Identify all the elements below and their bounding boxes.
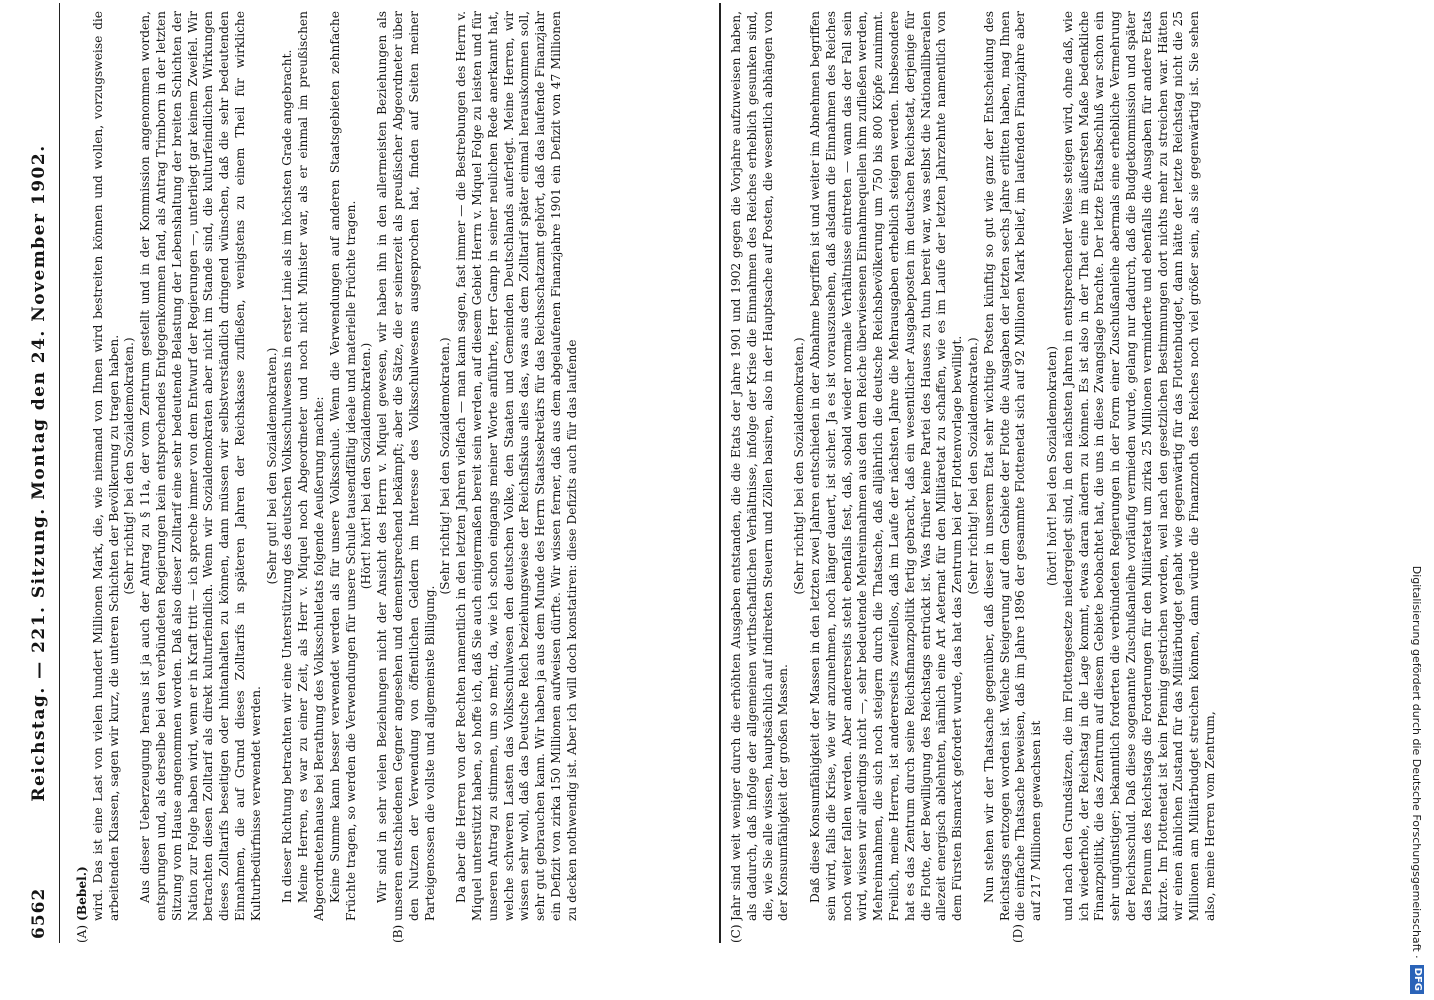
page-number: 6562: [29, 887, 49, 939]
interjection: (Sehr gut! bei den Sozialdemokraten.): [264, 347, 279, 585]
interjection: (Hört! hört! bei den Sozialdemokraten.): [359, 342, 374, 590]
rotated-document: [0, 3, 1399, 943]
paragraph: und nach den Grundsätzen, die im Flottengesetze niedergelegt sind, in den nächsten Jahren in entsprechender Weise steigen wird, ohne daß, wie ich wiederhole, der Reichstag in die Lage kommt, etwas daran ändern zu können. Es ist also in der That eine im äußersten Maße bedenkliche Finanzpolitik, die das Zentrum auf diesem Gebiete beobachtet hat, die uns in diese Zwangslage brachte. Der letzte Etatsabschluß war schon ein sehr ungünstiger; bekanntlich forderten die verbündeten Regierungen in der Form einer Zuschußanleihe abermals eine erhebliche Vermehrung der Reichsschuld. Daß diese sogenannte Zuschußanleihe vorläufig vermieden wurde, gelang nur dadurch, daß die Budgetkommission und später das Plenum des Reichstags die Forderungen für den Militäretat um zirka 25 Millionen verminderte und ebenfalls die Ausgaben für andere Etats kürzte. Im Flottenetat ist kein Pfennig gestrichen worden, weil nach den gesetzlichen Bestimmungen dort nichts mehr zu streichen war. Hätten wir einen ähnlichen Zustand für das Militärbudget gehabt wie gegenwärtig für das Flottenbudget, dann hätte der letzte Reichstag nicht die 25 Millionen am Militärbudget streichen können, dann würde die Finanznoth des Reiches noch viel größer sein, als sie gegenwärtig ist. Sie sehen also, meine Herren vom Zentrum,: [1060, 11, 1217, 921]
margin-marker-a: (A): [75, 924, 89, 943]
page-title: Reichstag. — 221. Sitzung. Montag den 24. November 1902.: [29, 144, 49, 802]
paragraph: In dieser Richtung betrachten wir eine Unterstützung des deutschen Volksschulwesens in erster Linie als im höchsten Grade angebracht.: [280, 49, 295, 903]
quotation: Keine Summe kann besser verwendet werden als für unsere Volksschule. Wenn die Verwendungen auf anderen Staatsgebieten zehnfache Früchte tragen, so werden die Verwendungen für unsere Schule tausendfältig ideale und materielle Früchte tragen.: [327, 11, 358, 921]
paragraph: Nun stehen wir der Thatsache gegenüber, daß dieser in unserem Etat sehr wichtige Posten künftig so gut wie ganz der Entscheidung des Reichstags entzogen worden ist. Welche Steigerung auf dem Gebiete der Flotte die Ausgaben der letzten sechs Jahre erlitten haben, mag Ihnen die einfache Thatsache beweisen, daß im Jahre 1896 der gesammte Flottenetat sich auf 92 Millionen Mark belief, im laufenden Finanzjahre aber auf 217 Millionen gewachsen ist: [981, 11, 1044, 921]
speaker-line: [75, 11, 91, 921]
interjection: (Sehr richtig! bei den Sozialdemokraten.): [122, 337, 137, 595]
margin-marker-b: (B): [391, 924, 405, 943]
speaker-name: (Bebel.): [75, 866, 89, 921]
text-column-left: [75, 11, 713, 921]
page-header: [0, 3, 59, 943]
credit-text: Digitalisierung gefördert durch die Deutsche Forschungsgemeinschaft ·: [1410, 565, 1424, 959]
paragraph: wird. Das ist eine Last von vielen hundert Millionen Mark, die, wie niemand von Ihnen wird bestreiten können und wollen, vorzugsweise die arbeitenden Klassen, sagen wir kurz, die unteren Schichten der Bevölkerung zu tragen haben.: [90, 11, 121, 921]
interjection: (hört! hört! bei den Sozialdemokraten): [1044, 346, 1059, 586]
margin-marker-c: (C): [729, 924, 743, 943]
column-divider: [719, 3, 721, 943]
text-column-right: [729, 11, 1379, 921]
paragraph: Da aber die Herren von der Rechten namentlich in den letzten Jahren vielfach — man kann sagen, fast immer — die Bestrebungen des Herrn v. Miquel unterstützt haben, so hoffe ich, daß Sie auch einigermaßen bereit sein werden, auf diesem Gebiet Herrn v. Miquel Folge zu leisten und für unseren Antrag zu stimmen, um so mehr, da, wie ich schon eingangs meiner Worte anführte, Herr Gamp in seiner neulichen Rede anerkannt hat, welche schweren Lasten das Volksschulwesen den deutschen Volke, den Staaten und Gemeinden Deutschlands auferlegt. Meine Herren, wir wissen sehr wohl, daß das Deutsche Reich beziehungsweise der Reichsfiskus alles das, was aus dem Zolltarif später einmal herauskommen soll, sehr gut gebrauchen kann. Wir haben ja aus dem Munde des Herrn Staatssekretärs für das Reichsschatzamt gehört, daß das laufende Finanzjahr ein Defizit von zirka 150 Millionen aufweisen dürfte. Wir wissen ferner, daß aus dem abgelaufenen Finanzjahre 1901 ein Defizit von 47 Millionen zu decken nothwendig ist. Aber ich will doch konstatiren: diese Defizits auch für das laufende: [454, 11, 579, 921]
paragraph: Daß diese Konsumfähigkeit der Massen in den letzten zwei Jahren entschieden in der Abnahme begriffen ist und weiter im Abnehmen begriffen sein wird, falls die Krise, wie wir anzunehmen, noch länger dauert, ist sicher. Ja es ist vorauszusehen, daß alsdann die Einnahmen des Reiches noch weiter fallen werden. Aber andererseits steht ebenfalls fest, daß, sobald wieder normale Verhältnisse eintreten — wann das der Fall sein wird, wissen wir allerdings nicht —, sehr bedeutende Mehreinnahmen aus den dem Reiche überwiesenen Einnahmequellen ihm zufließen werden, Mehreinnahmen, die sich noch steigern durch die Thatsache, daß alljährlich die deutsche Reichsbevölkerung um 750 bis 800 Köpfe zunimmt. Freilich, meine Herren, ist andererseits zweifellos, daß im Laufe der nächsten Jahre die Mehrausgaben erheblich steigen werden. Insbesondere hat es das Zentrum durch seine Reichsfinanzpolitik fertig gebracht, daß ein wesentlicher Ausgabeposten im deutschen Reichsetat, derjenige für die Flotte, der Bewilligung des Reichstags entrückt ist. Was früher keine Partei des Hauses zu thun bereit war, was selbst die Nationalliberalen allezeit energisch ablehnten, nämlich eine Art Aeternat für den Militäretat zu schaffen, wie es im Laufe der letzten Jahrzehnte namentlich von dem Fürsten Bismarck gefordert wurde, das hat das Zentrum bei der Flottenvorlage bewilligt.: [807, 11, 965, 921]
interjection: (Sehr richtig! bei den Sozialdemokraten.): [792, 337, 807, 595]
paragraph: Aus dieser Ueberzeugung heraus ist ja auch der Antrag zu § 11a, der vom Zentrum gestellt und in der Kommission angenommen worden, entsprungen und, als derselbe bei den verbündeten Regierungen kein entsprechendes Entgegenkommen fand, als Antrag Trimborn in der letzten Sitzung vom Hause angenommen worden. Daß also dieser Zolltarif eine sehr bedeutende Belastung der Lebenshaltung der breiten Schichten der Nation zur Folge haben wird, wenn er in Kraft tritt — ich spreche immer von dem Entwurf der Regierungen —, unterliegt gar keinem Zweifel. Wir betrachten diesen Zolltarif als direkt kulturfeindlich. Wenn wir Sozialdemokraten aber nicht im Stande sind, die kulturfeindlichen Wirkungen dieses Zolltarifs beseitigen oder hintanhalten zu können, dann müssen wir selbstverständlich dringend wünschen, daß die sehr bedeutenden Einnahmen, die auf Grund dieses Zolltarifs in späteren Jahren der Reichskasse zufließen, wenigstens zu einem Theil für wirkliche Kulturbedürfnisse verwendet werden.: [138, 11, 263, 921]
header-rule: [59, 3, 60, 943]
paragraph: Wir sind in sehr vielen Beziehungen nicht der Ansicht des Herrn v. Miquel gewesen, wir haben ihn in den allermeisten Beziehungen als unseren entschiedenen Gegner angesehen und dementsprechend bekämpft; aber die Sätze, die er seinerzeit als preußischer Abgeordneter über den Nutzen der Verwendung von öffentlichen Geldern im Interesse des Volksschulwesens ausgesprochen hat, finden auf Seiten meiner Parteigenossen die vollste und allgemeinste Billigung.: [375, 11, 437, 921]
interjection: (Sehr richtig! bei den Sozialdemokraten.): [965, 337, 980, 595]
digitization-credit-strip: [1406, 6, 1428, 994]
interjection: (Sehr richtig! bei den Sozialdemokraten.): [438, 337, 453, 595]
margin-marker-d: (D): [1011, 924, 1025, 943]
digitization-credit: [1406, 6, 1428, 994]
dfg-logo: DFG: [1410, 965, 1424, 994]
paragraph: Meine Herren, es war zu einer Zeit, als Herr v. Miquel noch Abgeordneter und noch nicht Minister war, als er einmal im preußischen Abgeordnetenhause bei Berathung des Volksschuletats folgende Aeußerung machte:: [296, 11, 326, 921]
paragraph: Jahr sind weit weniger durch die erhöhten Ausgaben entstanden, die die Etats der Jahre 1901 und 1902 gegen die Vorjahre aufzuweisen haben, als dadurch, daß infolge der allgemeinen wirthschaftlichen Verhältnisse, infolge der Krise die Einnahmen des Reiches erheblich gesunken sind, die, wie Sie alle wissen, hauptsächlich auf indirekten Steuern und Zöllen basiren, also in der Hauptsache auf Posten, die wesentlich abhängen von der Konsumfähigkeit der großen Massen.: [729, 11, 791, 921]
